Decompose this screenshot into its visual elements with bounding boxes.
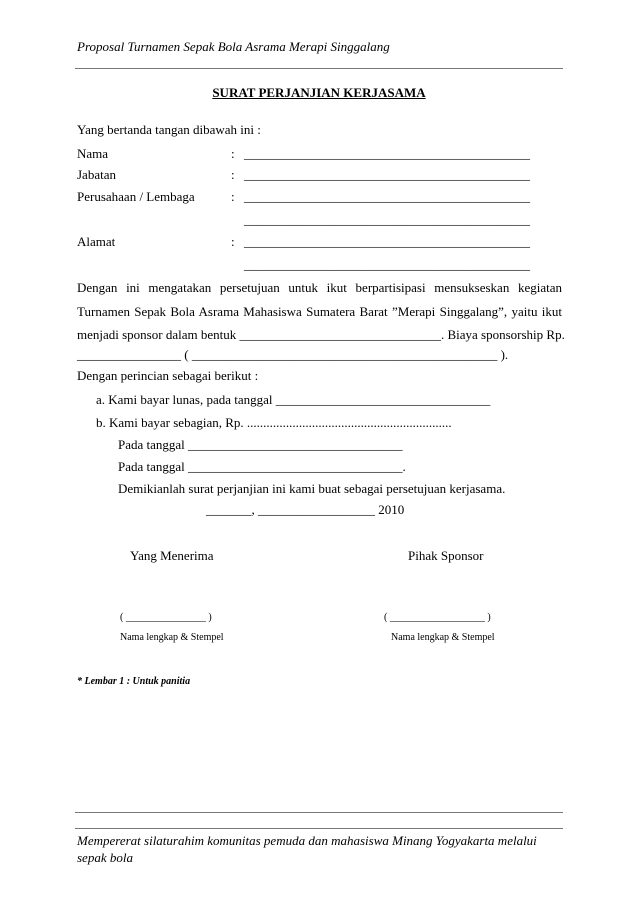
field-blank-perusahaan-2: ____________________________________________ (244, 212, 530, 227)
sponsor-caption: Nama lengkap & Stempel (391, 632, 495, 643)
footer-text: Mempererat silaturahim komunitas pemuda dan mahasiswa Minang Yogyakarta melalui sepak bola (77, 833, 537, 865)
receiver-signature-line: ( ________________ ) (120, 612, 212, 623)
field-blank-perusahaan: ____________________________________________ (244, 189, 530, 204)
receiver-label: Yang Menerima (130, 548, 214, 563)
sheet-note: * Lembar 1 : Untuk panitia (77, 676, 191, 687)
date-line-1: Pada tanggal _________________________________ (118, 437, 403, 452)
field-colon: : (231, 167, 235, 182)
field-label-nama: Nama (77, 146, 109, 161)
field-colon: : (231, 189, 235, 204)
receiver-caption: Nama lengkap & Stempel (120, 632, 224, 643)
field-blank-alamat-2: ____________________________________________ (244, 257, 530, 272)
footer-divider-top (75, 812, 563, 813)
place-date: _______, __________________ 2010 (206, 502, 405, 517)
field-label-jabatan: Jabatan (77, 167, 116, 182)
field-blank-nama: ____________________________________________ (244, 146, 530, 161)
field-blank-jabatan: ____________________________________________ (244, 167, 530, 182)
date-line-2: Pada tanggal _________________________________. (118, 459, 406, 474)
field-label-alamat: Alamat (77, 234, 116, 249)
sponsor-signature-line: ( ___________________ ) (384, 612, 491, 623)
header-title: Proposal Turnamen Sepak Bola Asrama Merapi Singgalang (77, 39, 390, 54)
document-title: SURAT PERJANJIAN KERJASAMA (212, 85, 426, 100)
field-colon: : (231, 234, 235, 249)
paragraph-line: menjadi sponsor dalam bentuk _______________________________. Biaya sponsorship Rp. (77, 327, 565, 342)
item-a: a. Kami bayar lunas, pada tanggal _________________________________ (96, 392, 491, 407)
closing-text: Demikianlah surat perjanjian ini kami buat sebagai persetujuan kerjasama. (118, 481, 506, 496)
header-divider (75, 68, 563, 69)
paragraph-line: ________________ ( _______________________________________________ ). (77, 347, 509, 362)
sponsor-label: Pihak Sponsor (408, 548, 484, 563)
intro-text: Yang bertanda tangan dibawah ini : (77, 122, 261, 137)
paragraph-line: Dengan ini mengatakan persetujuan untuk ikut berpartisipasi mensukseskan kegiatan (77, 280, 562, 295)
paragraph-line: Turnamen Sepak Bola Asrama Mahasiswa Sumatera Barat ”Merapi Singgalang”, yaitu ikut (77, 304, 562, 319)
field-label-perusahaan: Perusahaan / Lembaga (77, 189, 195, 204)
footer-divider (75, 828, 563, 829)
detail-intro: Dengan perincian sebagai berikut : (77, 368, 259, 383)
field-colon: : (231, 146, 235, 161)
field-blank-alamat: ____________________________________________ (244, 234, 530, 249)
item-b: b. Kami bayar sebagian, Rp. ............................................................... (96, 415, 452, 430)
